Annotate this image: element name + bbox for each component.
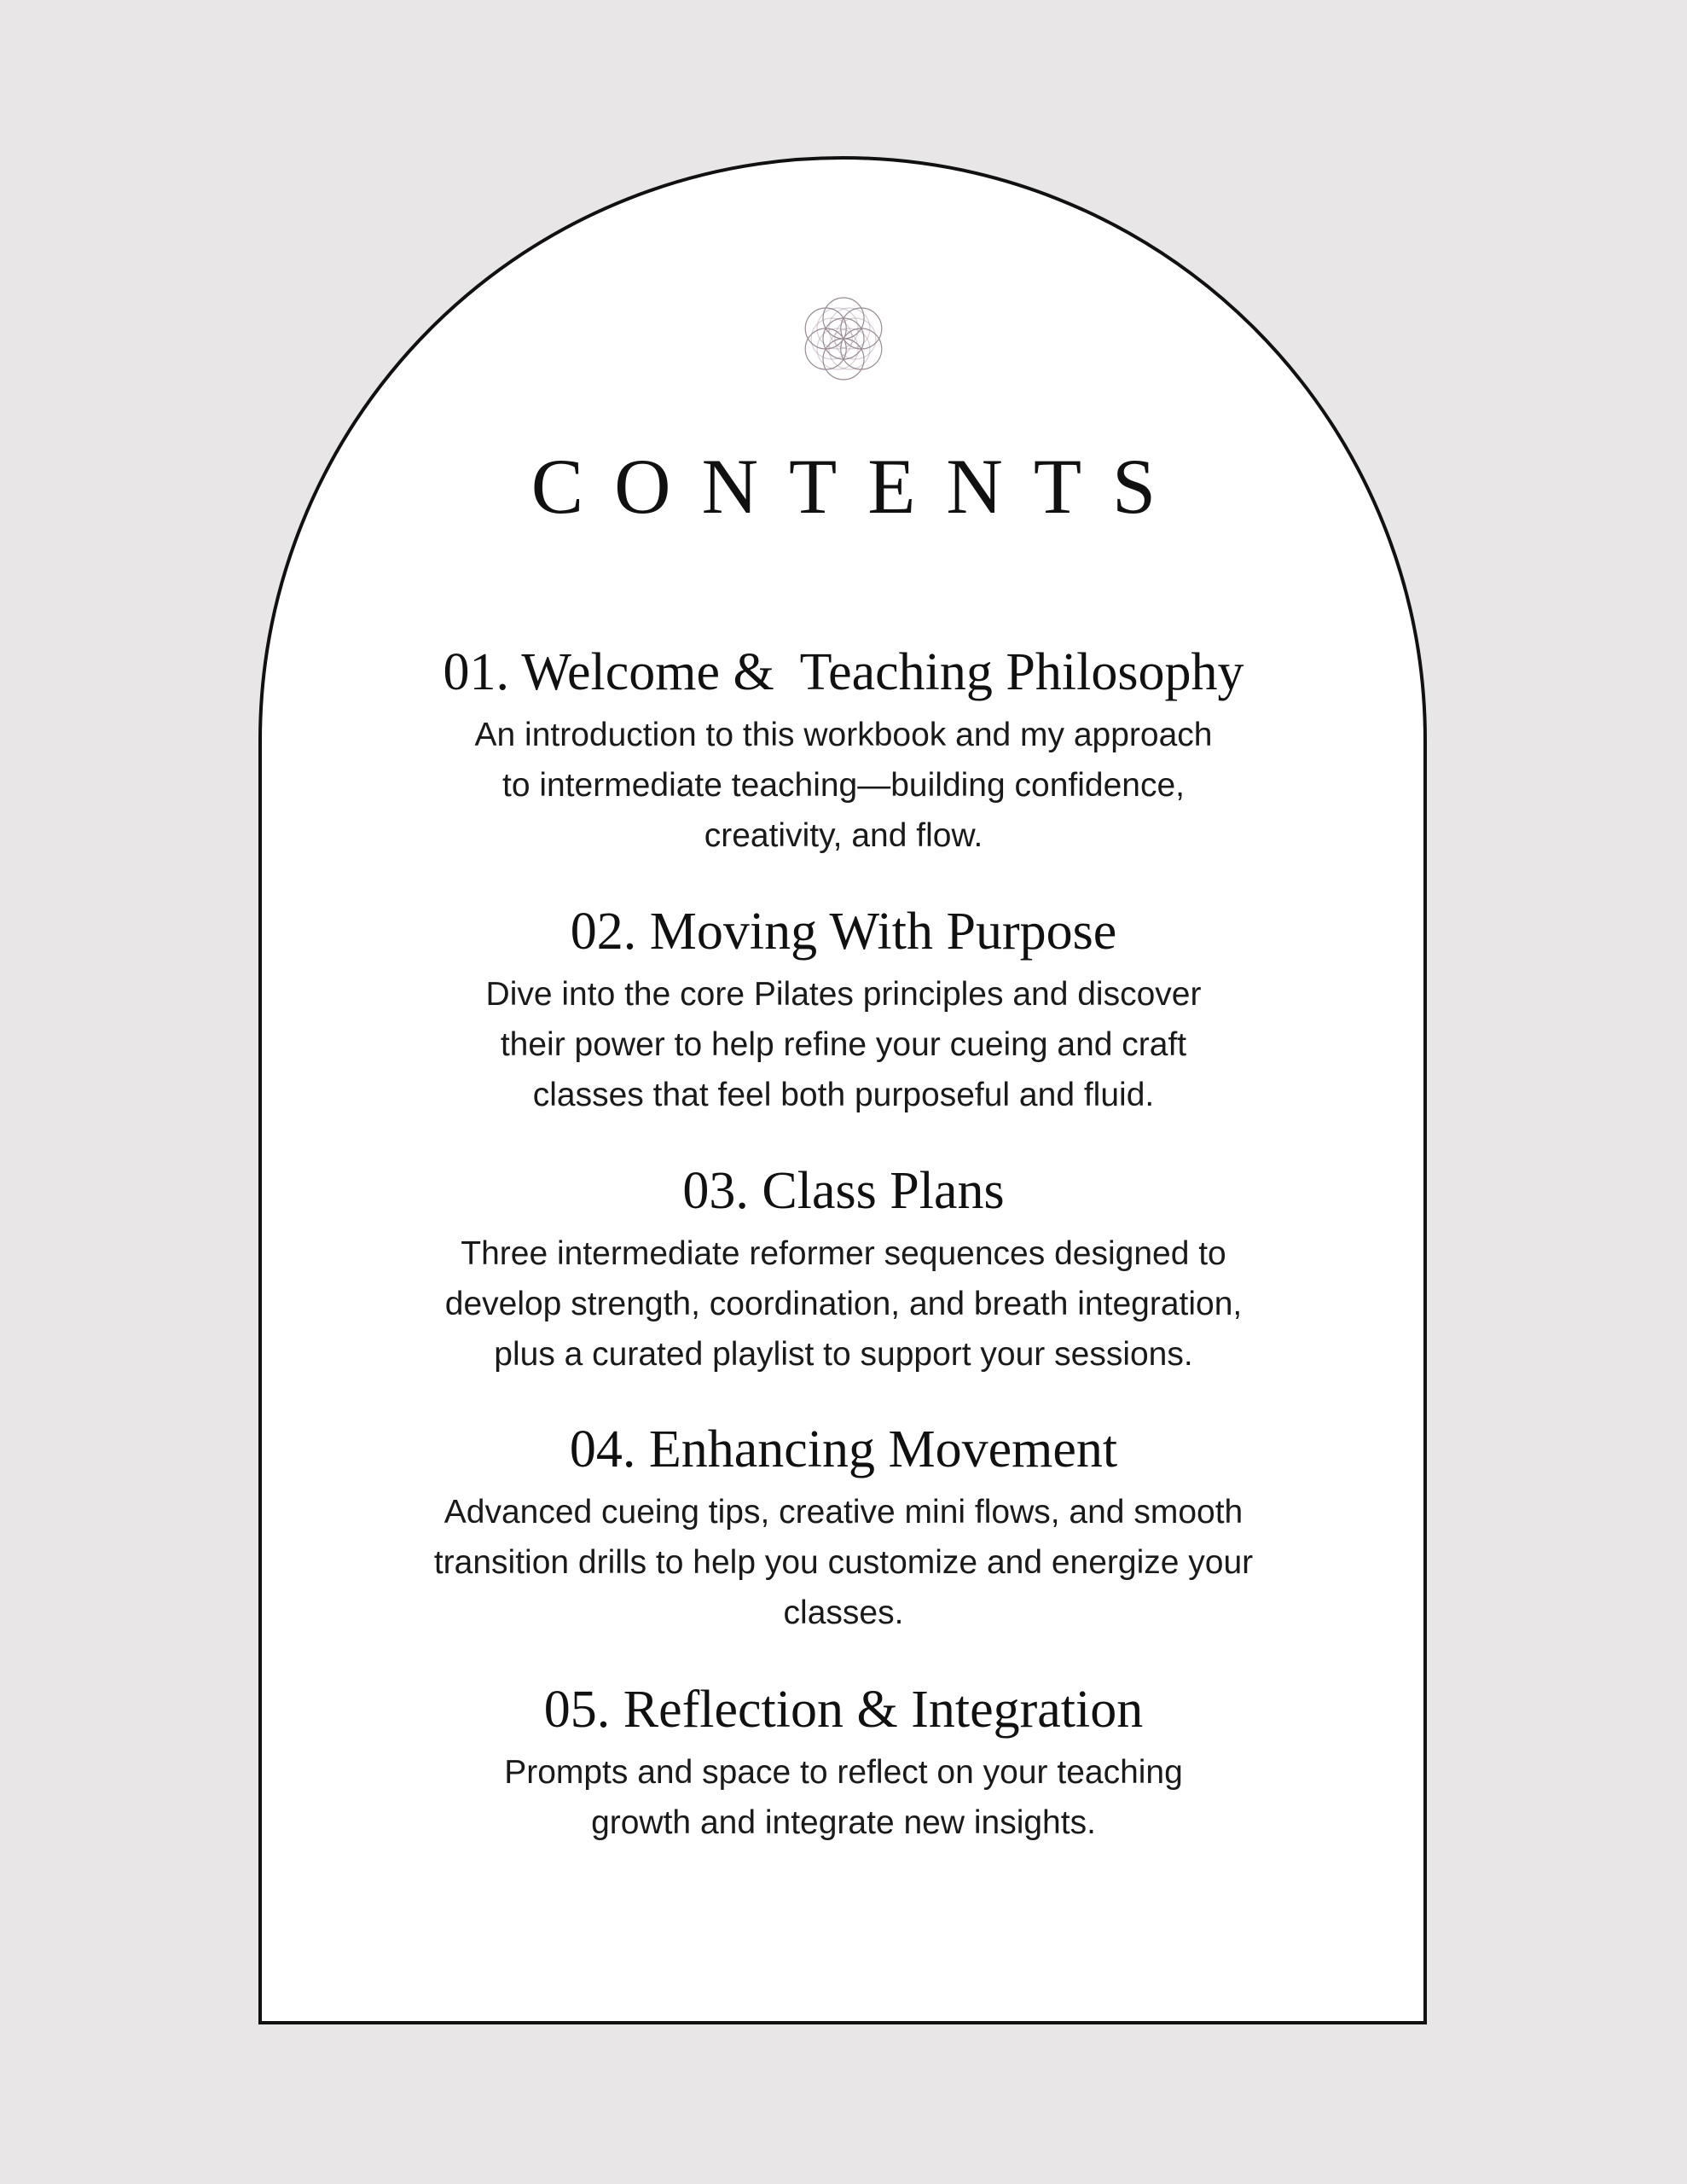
description-line: plus a curated playlist to support your sessions. xyxy=(494,1336,1193,1373)
description-line: Prompts and space to reflect on your teaching xyxy=(504,1754,1183,1791)
section-heading: 01. Welcome & Teaching Philosophy xyxy=(443,643,1244,701)
description-line: An introduction to this workbook and my approach xyxy=(474,717,1213,753)
description-line: transition drills to help you customize and energize your xyxy=(433,1544,1254,1581)
section-heading: 04. Enhancing Movement xyxy=(569,1420,1118,1478)
section-heading: 03. Class Plans xyxy=(682,1162,1005,1220)
section-description xyxy=(0,1487,1687,1638)
description-line: Advanced cueing tips, creative mini flows, and smooth xyxy=(443,1494,1244,1531)
description-line: develop strength, coordination, and breath integration, xyxy=(444,1286,1243,1322)
description-line: Dive into the core Pilates principles and discover xyxy=(485,976,1202,1013)
description-line: Three intermediate reformer sequences designed to xyxy=(461,1235,1226,1272)
section-description xyxy=(0,710,1687,861)
description-line: their power to help refine your cueing and craft xyxy=(500,1026,1187,1063)
contents-section xyxy=(0,1415,1687,1638)
page-title: CONTENTS xyxy=(530,443,1187,530)
section-heading: 02. Moving With Purpose xyxy=(570,903,1117,961)
contents-section xyxy=(0,1676,1687,1848)
section-description xyxy=(0,1228,1687,1380)
description-line: creativity, and flow. xyxy=(704,817,983,854)
description-line: growth and integrate new insights. xyxy=(591,1804,1096,1841)
description-line: classes that feel both purposeful and fluid. xyxy=(532,1077,1155,1113)
section-description xyxy=(0,1747,1687,1848)
section-heading: 05. Reflection & Integration xyxy=(543,1681,1144,1739)
contents-section xyxy=(0,897,1687,1120)
flower-of-life-icon xyxy=(801,296,886,381)
description-line: to intermediate teaching—building confidence, xyxy=(501,767,1185,804)
description-line: classes. xyxy=(783,1594,904,1631)
section-description xyxy=(0,969,1687,1120)
contents-section xyxy=(0,638,1687,861)
contents-section xyxy=(0,1157,1687,1380)
